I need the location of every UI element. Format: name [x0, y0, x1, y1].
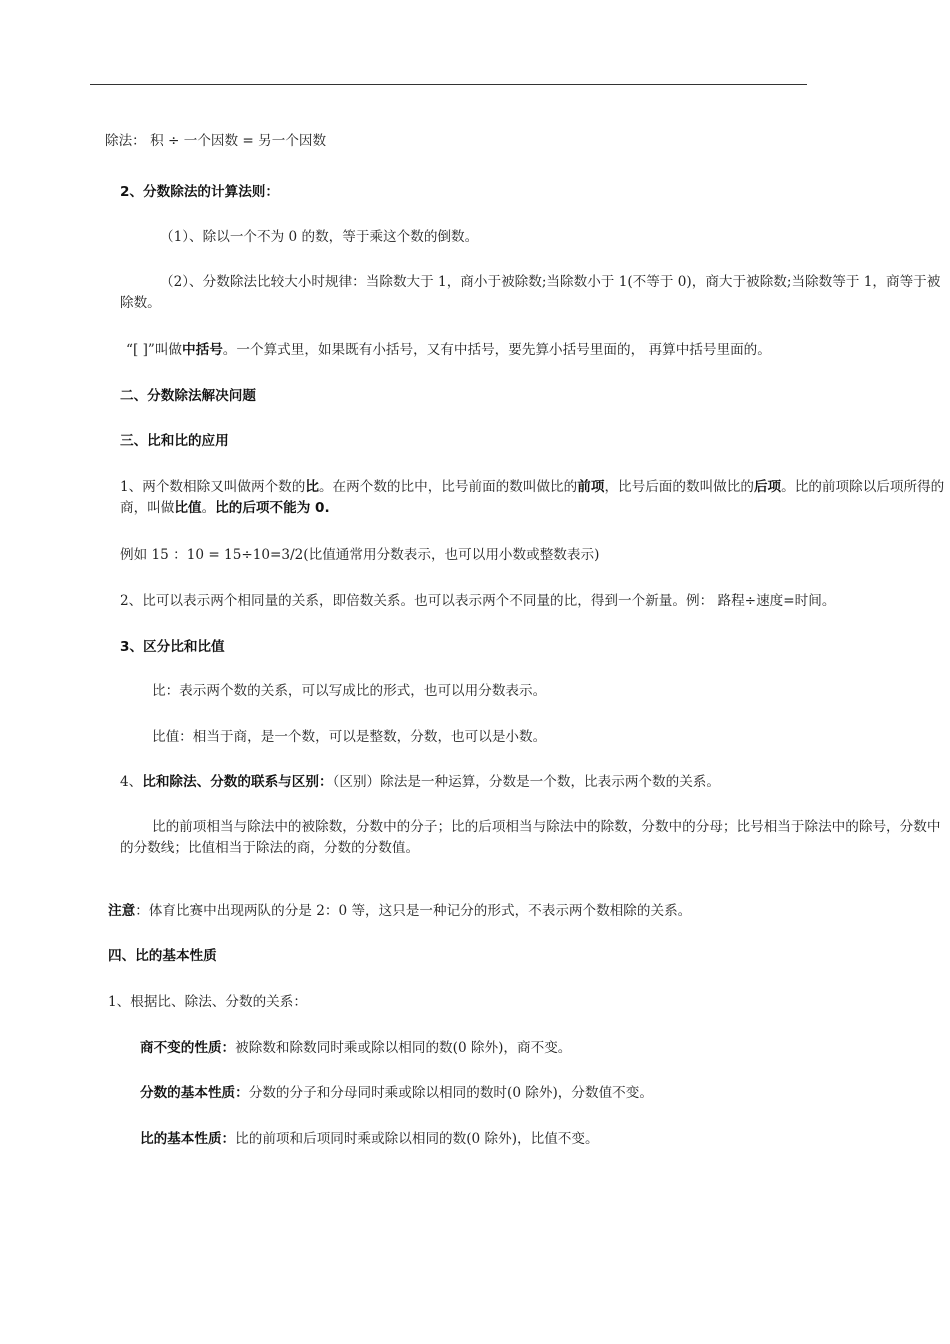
property-quotient-title: 商不变的性质： [140, 1040, 236, 1056]
ratio-text-a: 1、两个数相除又叫做两个数的 [120, 479, 306, 495]
ratio-rule: 比的后项不能为 0. [215, 500, 330, 516]
ratio-text-i: 。 [201, 500, 216, 516]
property-ratio-text: 比的前项和后项同时乘或除以相同的数(0 除外)，比值不变。 [235, 1131, 599, 1147]
bracket-text-c: 。一个算式里，如果既有小括号，又有中括号，要先算小括号里面的， 再算中括号里面的。 [222, 342, 771, 358]
section-2-title: 2、分数除法的计算法则： [120, 184, 279, 200]
ratio-relation: 2、比可以表示两个相同量的关系，即倍数关系。也可以表示两个不同量的比，得到一个新量。例： 路程÷速度=时间。 [120, 593, 836, 609]
ratio-def: 比：表示两个数的关系，可以写成比的形式，也可以用分数表示。 [152, 683, 547, 699]
heading-4: 四、比的基本性质 [108, 948, 217, 964]
bracket-text-a: “[ ]”叫做 [126, 342, 183, 358]
note-label: 注意 [108, 903, 136, 919]
property-ratio-title: 比的基本性质： [140, 1131, 236, 1147]
rule-2: （2）、分数除法比较大小时规律：当除数大于 1，商小于被除数;当除数小于 1(不等于 0)，商大于被除数;当除数等于 1，商等于被除数。 [120, 274, 941, 311]
property-intro: 1、根据比、除法、分数的关系： [108, 994, 307, 1010]
property-quotient [140, 1038, 571, 1058]
bracket-paragraph [126, 340, 771, 360]
section-4-text: （区别）除法是一种运算，分数是一个数，比表示两个数的关系。 [332, 774, 720, 790]
section-3-title: 3、区分比和比值 [120, 639, 225, 655]
consequent-term: 后项 [753, 479, 782, 495]
heading-3: 三、比和比的应用 [120, 433, 229, 449]
section-4-paragraph [120, 772, 720, 792]
ratio-term: 比 [305, 479, 319, 495]
ratio-text-g: 。比的前项除以后项所得的商，叫做 [120, 479, 945, 516]
relation-paragraph: 比的前项相当与除法中的被除数，分数中的分子；比的后项相当与除法中的除数，分数中的分母；比号相当于除法中的除号，分数中的分数线；比值相当于除法的商，分数的分数值。 [120, 819, 941, 856]
rule-1: （1）、除以一个不为 0 的数，等于乘这个数的倒数。 [160, 229, 479, 245]
section-4-title: 比和除法、分数的联系与区别： [142, 774, 333, 790]
antecedent-term: 前项 [577, 479, 605, 495]
ratio-value-def: 比值：相当于商，是一个数，可以是整数，分数，也可以是小数。 [152, 729, 547, 745]
ratio-definition [120, 477, 946, 519]
property-fraction-text: 分数的分子和分母同时乘或除以相同的数时(0 除外)，分数值不变。 [248, 1085, 653, 1101]
section-4-number: 4、 [120, 774, 143, 790]
bracket-term: 中括号 [182, 342, 223, 358]
note-text: ：体育比赛中出现两队的分是 2：0 等，这只是一种记分的形式，不表示两个数相除的关系。 [135, 903, 692, 919]
property-fraction-title: 分数的基本性质： [140, 1085, 249, 1101]
property-fraction [140, 1083, 653, 1103]
ratio-text-e: ，比号后面的数叫做比的 [604, 479, 754, 495]
property-quotient-text: 被除数和除数同时乘或除以相同的数(0 除外)，商不变。 [235, 1040, 572, 1056]
note-paragraph [108, 901, 691, 921]
division-formula: 除法： 积 ÷ 一个因数 = 另一个因数 [105, 133, 327, 149]
property-ratio [140, 1129, 599, 1149]
header-rule [90, 84, 807, 85]
heading-2: 二、分数除法解决问题 [120, 388, 256, 404]
ratio-text-c: 。在两个数的比中，比号前面的数叫做比的 [318, 479, 578, 495]
ratio-example: 例如 15 ：10 = 15÷10=3/2(比值通常用分数表示，也可以用小数或整数表示) [120, 547, 600, 563]
ratio-value-term: 比值 [174, 500, 202, 516]
